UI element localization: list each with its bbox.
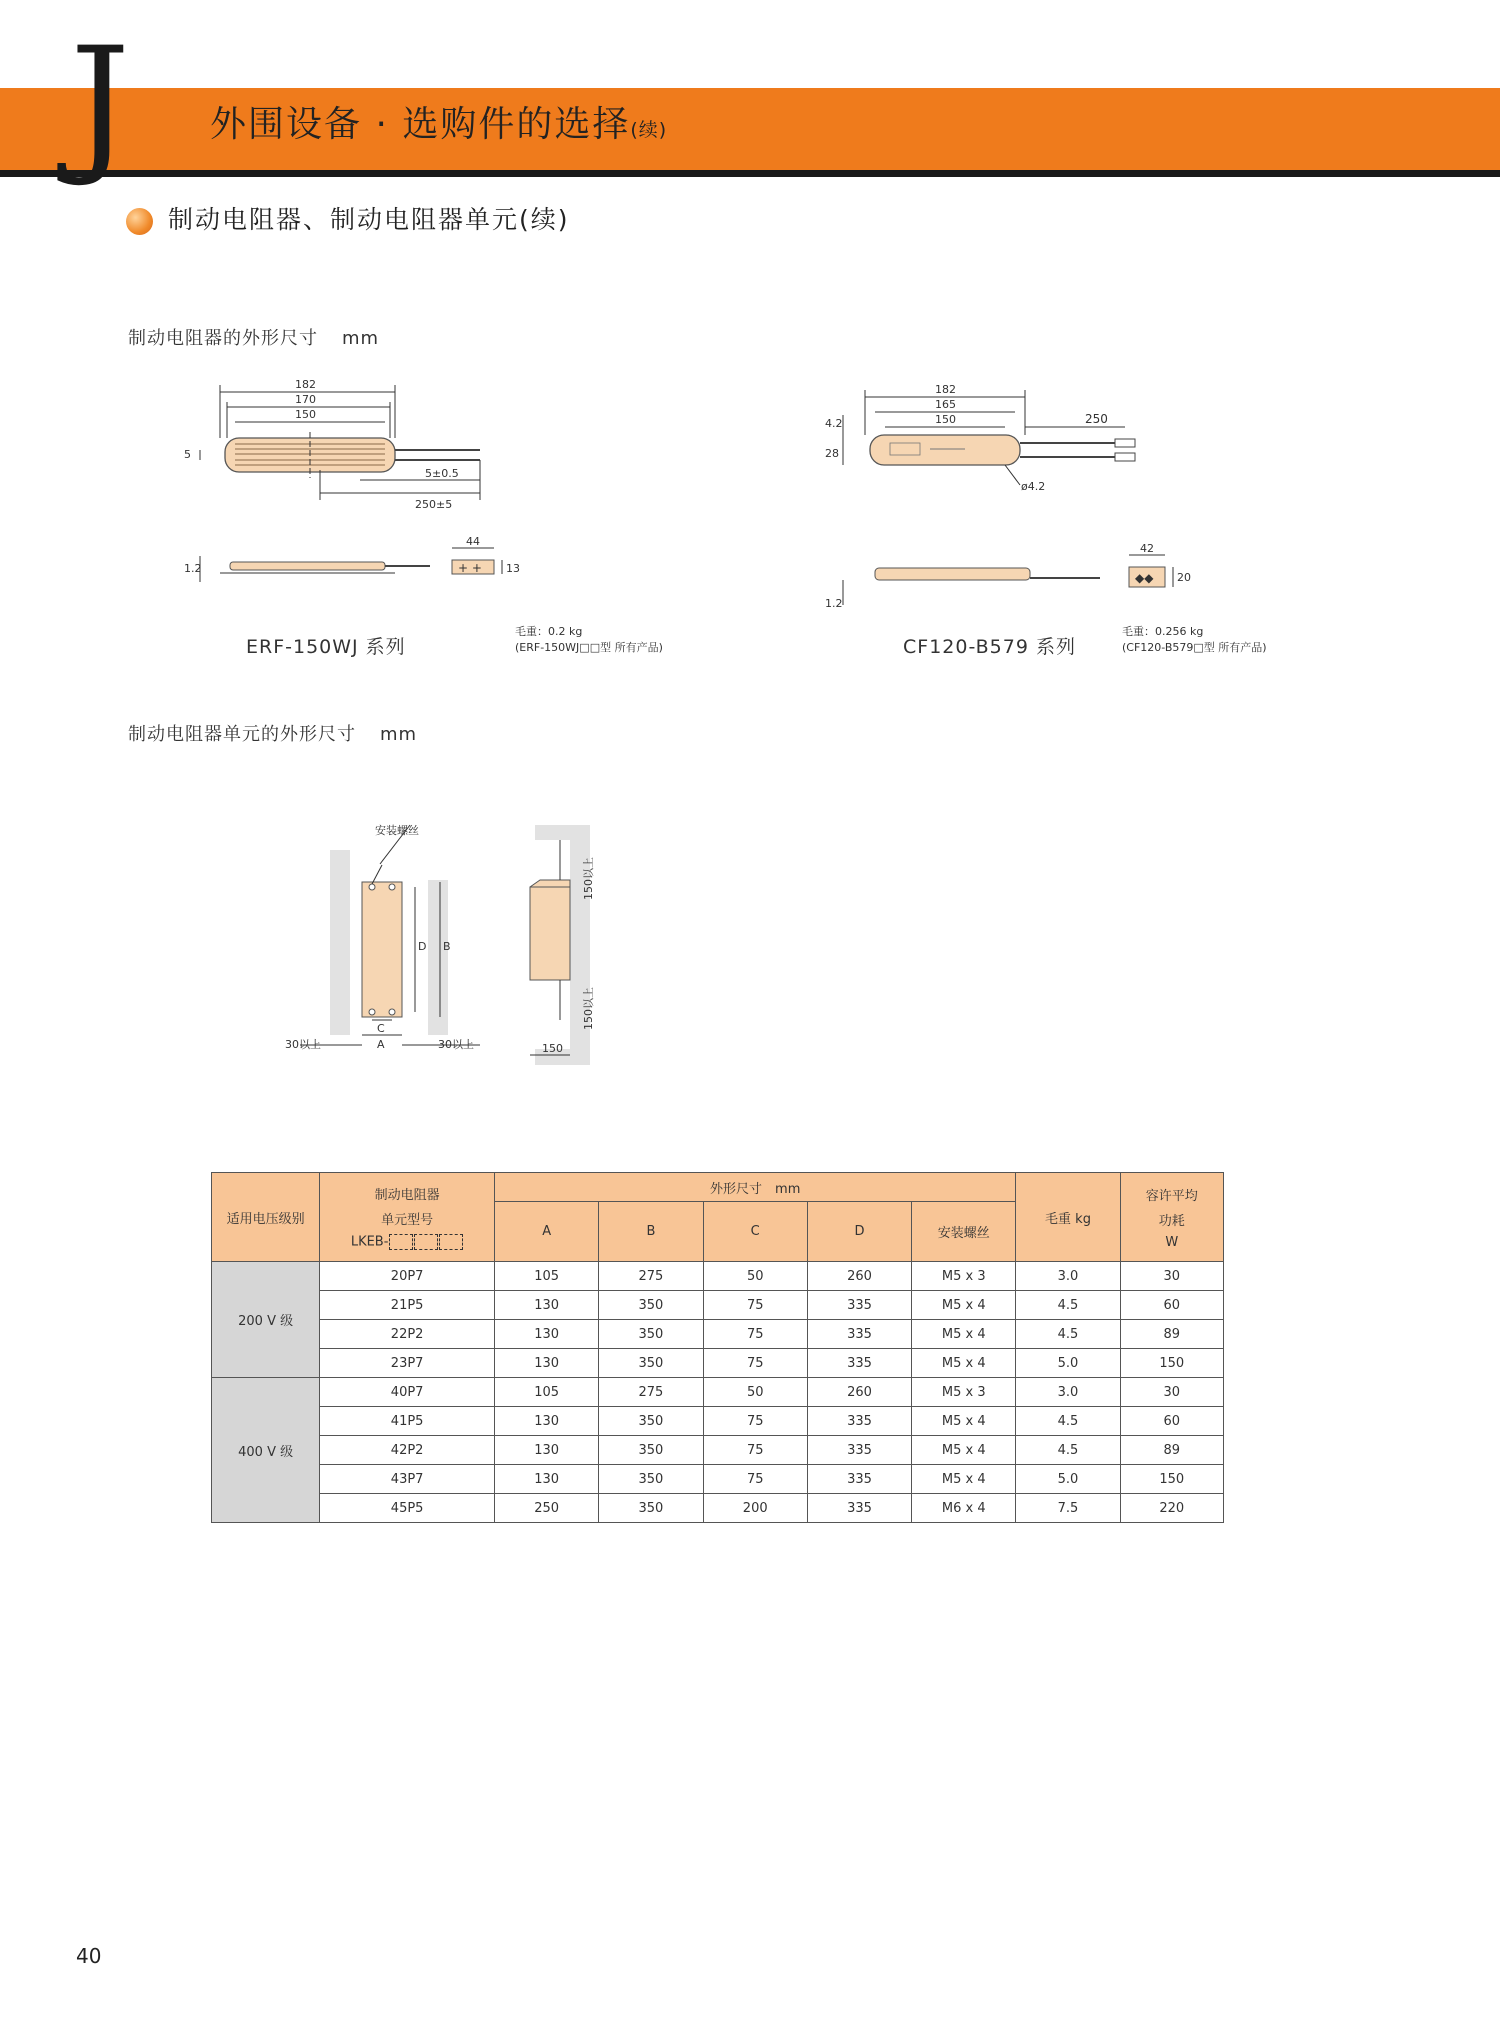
header-model — [320, 1173, 495, 1262]
cell-c: 75 — [703, 1465, 807, 1494]
table-row — [212, 1436, 1224, 1465]
table-row — [212, 1320, 1224, 1349]
cell-screw: M5 x 4 — [912, 1407, 1016, 1436]
cell-power: 89 — [1120, 1436, 1223, 1465]
cell-a: 130 — [495, 1465, 599, 1494]
unit-dims-unit: mm — [380, 724, 418, 745]
spec-table — [211, 1172, 1224, 1523]
cell-power: 30 — [1120, 1262, 1223, 1291]
cell-screw: M6 x 4 — [912, 1494, 1016, 1523]
unit-dim-b: B — [443, 940, 451, 953]
cell-power: 220 — [1120, 1494, 1223, 1523]
cell-power: 60 — [1120, 1407, 1223, 1436]
table-row — [212, 1494, 1224, 1523]
cell-b: 350 — [599, 1494, 703, 1523]
cf-dim-250: 250 — [1085, 412, 1108, 426]
cell-weight: 4.5 — [1016, 1320, 1120, 1349]
cell-b: 350 — [599, 1291, 703, 1320]
header-dims: 外形尺寸 mm — [495, 1173, 1016, 1202]
cell-a: 130 — [495, 1349, 599, 1378]
cell-model: 40P7 — [320, 1378, 495, 1407]
cell-b: 350 — [599, 1465, 703, 1494]
cell-screw: M5 x 4 — [912, 1291, 1016, 1320]
cf-dim-42: 42 — [1140, 542, 1154, 555]
group-label-400v: 400 V 级 — [212, 1378, 320, 1523]
cell-d: 335 — [807, 1349, 911, 1378]
unit-dims-heading-text: 制动电阻器单元的外形尺寸 — [128, 724, 356, 745]
cf-weight — [1122, 624, 1267, 656]
erf-dim-170: 170 — [295, 393, 316, 406]
cell-weight: 5.0 — [1016, 1465, 1120, 1494]
cell-c: 200 — [703, 1494, 807, 1523]
cell-model: 23P7 — [320, 1349, 495, 1378]
table-row — [212, 1407, 1224, 1436]
cell-model: 22P2 — [320, 1320, 495, 1349]
erf-dim-44: 44 — [466, 535, 480, 548]
cell-b: 350 — [599, 1407, 703, 1436]
header-power-line3: W — [1165, 1234, 1179, 1250]
cell-model: 45P5 — [320, 1494, 495, 1523]
cell-c: 75 — [703, 1407, 807, 1436]
chapter-letter: J — [70, 16, 131, 190]
cell-d: 335 — [807, 1436, 911, 1465]
erf-drawing — [180, 370, 560, 590]
header-voltage: 适用电压级别 — [212, 1173, 320, 1262]
cf-dim-165: 165 — [935, 398, 956, 411]
erf-caption: ERF-150WJ 系列 — [246, 636, 406, 658]
cell-weight: 5.0 — [1016, 1349, 1120, 1378]
page-number: 40 — [76, 1944, 102, 1968]
erf-dim-182: 182 — [295, 378, 316, 391]
cf-dim-1-2: 1.2 — [825, 597, 843, 610]
cf-dim-phi: ø4.2 — [1021, 480, 1046, 493]
cf-dim-150: 150 — [935, 413, 956, 426]
cell-weight: 4.5 — [1016, 1407, 1120, 1436]
cell-b: 350 — [599, 1436, 703, 1465]
cell-a: 130 — [495, 1291, 599, 1320]
cell-screw: M5 x 4 — [912, 1436, 1016, 1465]
cell-screw: M5 x 4 — [912, 1320, 1016, 1349]
cell-d: 260 — [807, 1262, 911, 1291]
erf-dim-5tol: 5±0.5 — [425, 467, 459, 480]
cf-weight-text: 毛重：0.256 kg — [1122, 625, 1204, 638]
unit-gap-right: 30以上 — [438, 1038, 474, 1051]
cf-drawing — [825, 375, 1245, 620]
cell-b: 350 — [599, 1320, 703, 1349]
erf-weight-text: 毛重：0.2 kg — [515, 625, 583, 638]
cell-d: 335 — [807, 1465, 911, 1494]
unit-drawing — [280, 820, 660, 1070]
cell-model: 41P5 — [320, 1407, 495, 1436]
cell-screw: M5 x 4 — [912, 1349, 1016, 1378]
erf-dim-1-2: 1.2 — [184, 562, 202, 575]
group-label-200v: 200 V 级 — [212, 1262, 320, 1378]
header-model-prefix: LKEB- — [350, 1234, 389, 1250]
resistor-dims-heading — [128, 324, 379, 350]
cell-d: 260 — [807, 1378, 911, 1407]
cell-c: 75 — [703, 1436, 807, 1465]
cell-d: 335 — [807, 1291, 911, 1320]
svg-text:◆◆: ◆◆ — [1135, 571, 1154, 585]
header-rule — [0, 170, 1500, 177]
header-power-line2: 功耗 — [1158, 1213, 1185, 1229]
cell-model: 20P7 — [320, 1262, 495, 1291]
page-title-text: 外围设备 · 选购件的选择 — [210, 104, 631, 145]
erf-dim-150: 150 — [295, 408, 316, 421]
erf-dim-13: 13 — [506, 562, 520, 575]
cell-power: 60 — [1120, 1291, 1223, 1320]
unit-gap-left: 30以上 — [285, 1038, 321, 1051]
header-a: A — [495, 1202, 599, 1262]
unit-dim-d: D — [418, 940, 427, 953]
erf-dim-5: 5 — [184, 448, 191, 461]
header-d: D — [807, 1202, 911, 1262]
cell-weight: 4.5 — [1016, 1291, 1120, 1320]
cell-c: 50 — [703, 1378, 807, 1407]
cell-c: 50 — [703, 1262, 807, 1291]
table-row — [212, 1465, 1224, 1494]
cf-dim-20: 20 — [1177, 571, 1191, 584]
cell-weight: 7.5 — [1016, 1494, 1120, 1523]
cell-screw: M5 x 3 — [912, 1378, 1016, 1407]
table-row — [212, 1262, 1224, 1291]
cf-weight-note: (CF120-B579□型 所有产品) — [1122, 641, 1267, 654]
cell-a: 250 — [495, 1494, 599, 1523]
section-title: 制动电阻器、制动电阻器单元(续) — [168, 205, 570, 234]
cell-b: 350 — [599, 1349, 703, 1378]
header-model-line3 — [320, 1234, 494, 1250]
header-c: C — [703, 1202, 807, 1262]
unit-dims-heading — [128, 720, 417, 746]
cell-screw: M5 x 4 — [912, 1465, 1016, 1494]
cell-model: 42P2 — [320, 1436, 495, 1465]
cell-a: 130 — [495, 1436, 599, 1465]
cell-power: 150 — [1120, 1465, 1223, 1494]
cell-c: 75 — [703, 1320, 807, 1349]
cell-c: 75 — [703, 1291, 807, 1320]
cell-weight: 3.0 — [1016, 1262, 1120, 1291]
header-power — [1120, 1173, 1223, 1262]
unit-gap-top: 150以上 — [582, 857, 595, 900]
table-row — [212, 1378, 1224, 1407]
cell-b: 275 — [599, 1378, 703, 1407]
cf-caption: CF120-B579 系列 — [903, 636, 1076, 658]
unit-dim-depth: 150 — [542, 1042, 563, 1055]
table-row — [212, 1349, 1224, 1378]
cell-d: 335 — [807, 1494, 911, 1523]
cf-dim-182: 182 — [935, 383, 956, 396]
page-title-suffix: (续) — [630, 119, 668, 141]
page-title — [210, 100, 667, 155]
unit-gap-bottom: 150以上 — [582, 987, 595, 1030]
header-b: B — [599, 1202, 703, 1262]
cell-a: 130 — [495, 1320, 599, 1349]
erf-weight — [515, 624, 663, 656]
erf-weight-note: (ERF-150WJ□□型 所有产品) — [515, 641, 663, 654]
header-model-line2: 单元型号 — [381, 1213, 434, 1228]
cell-d: 335 — [807, 1407, 911, 1436]
resistor-dims-heading-text: 制动电阻器的外形尺寸 — [128, 328, 318, 349]
cell-c: 75 — [703, 1349, 807, 1378]
cell-d: 335 — [807, 1320, 911, 1349]
cell-weight: 4.5 — [1016, 1436, 1120, 1465]
cell-model: 43P7 — [320, 1465, 495, 1494]
cell-model: 21P5 — [320, 1291, 495, 1320]
header-power-line1: 容许平均 — [1145, 1188, 1198, 1204]
cell-a: 105 — [495, 1378, 599, 1407]
header-weight: 毛重 kg — [1016, 1173, 1120, 1262]
resistor-dims-unit: mm — [342, 328, 380, 349]
header-screw: 安装螺丝 — [912, 1202, 1016, 1262]
cell-weight: 3.0 — [1016, 1378, 1120, 1407]
cell-b: 275 — [599, 1262, 703, 1291]
unit-dim-a: A — [377, 1038, 385, 1051]
svg-text:+ +: + + — [458, 561, 482, 575]
cell-power: 89 — [1120, 1320, 1223, 1349]
table-row — [212, 1291, 1224, 1320]
cell-power: 30 — [1120, 1378, 1223, 1407]
cf-dim-28: 28 — [825, 447, 839, 460]
header-model-line1: 制动电阻器 — [374, 1188, 440, 1203]
erf-dim-250: 250±5 — [415, 498, 453, 511]
cf-dim-4-2: 4.2 — [825, 417, 843, 430]
cell-power: 150 — [1120, 1349, 1223, 1378]
cell-a: 105 — [495, 1262, 599, 1291]
section-bullet-icon — [126, 208, 153, 235]
cell-a: 130 — [495, 1407, 599, 1436]
cell-screw: M5 x 3 — [912, 1262, 1016, 1291]
unit-screw-label: 安装螺丝 — [375, 824, 419, 837]
unit-dim-c: C — [377, 1022, 385, 1035]
